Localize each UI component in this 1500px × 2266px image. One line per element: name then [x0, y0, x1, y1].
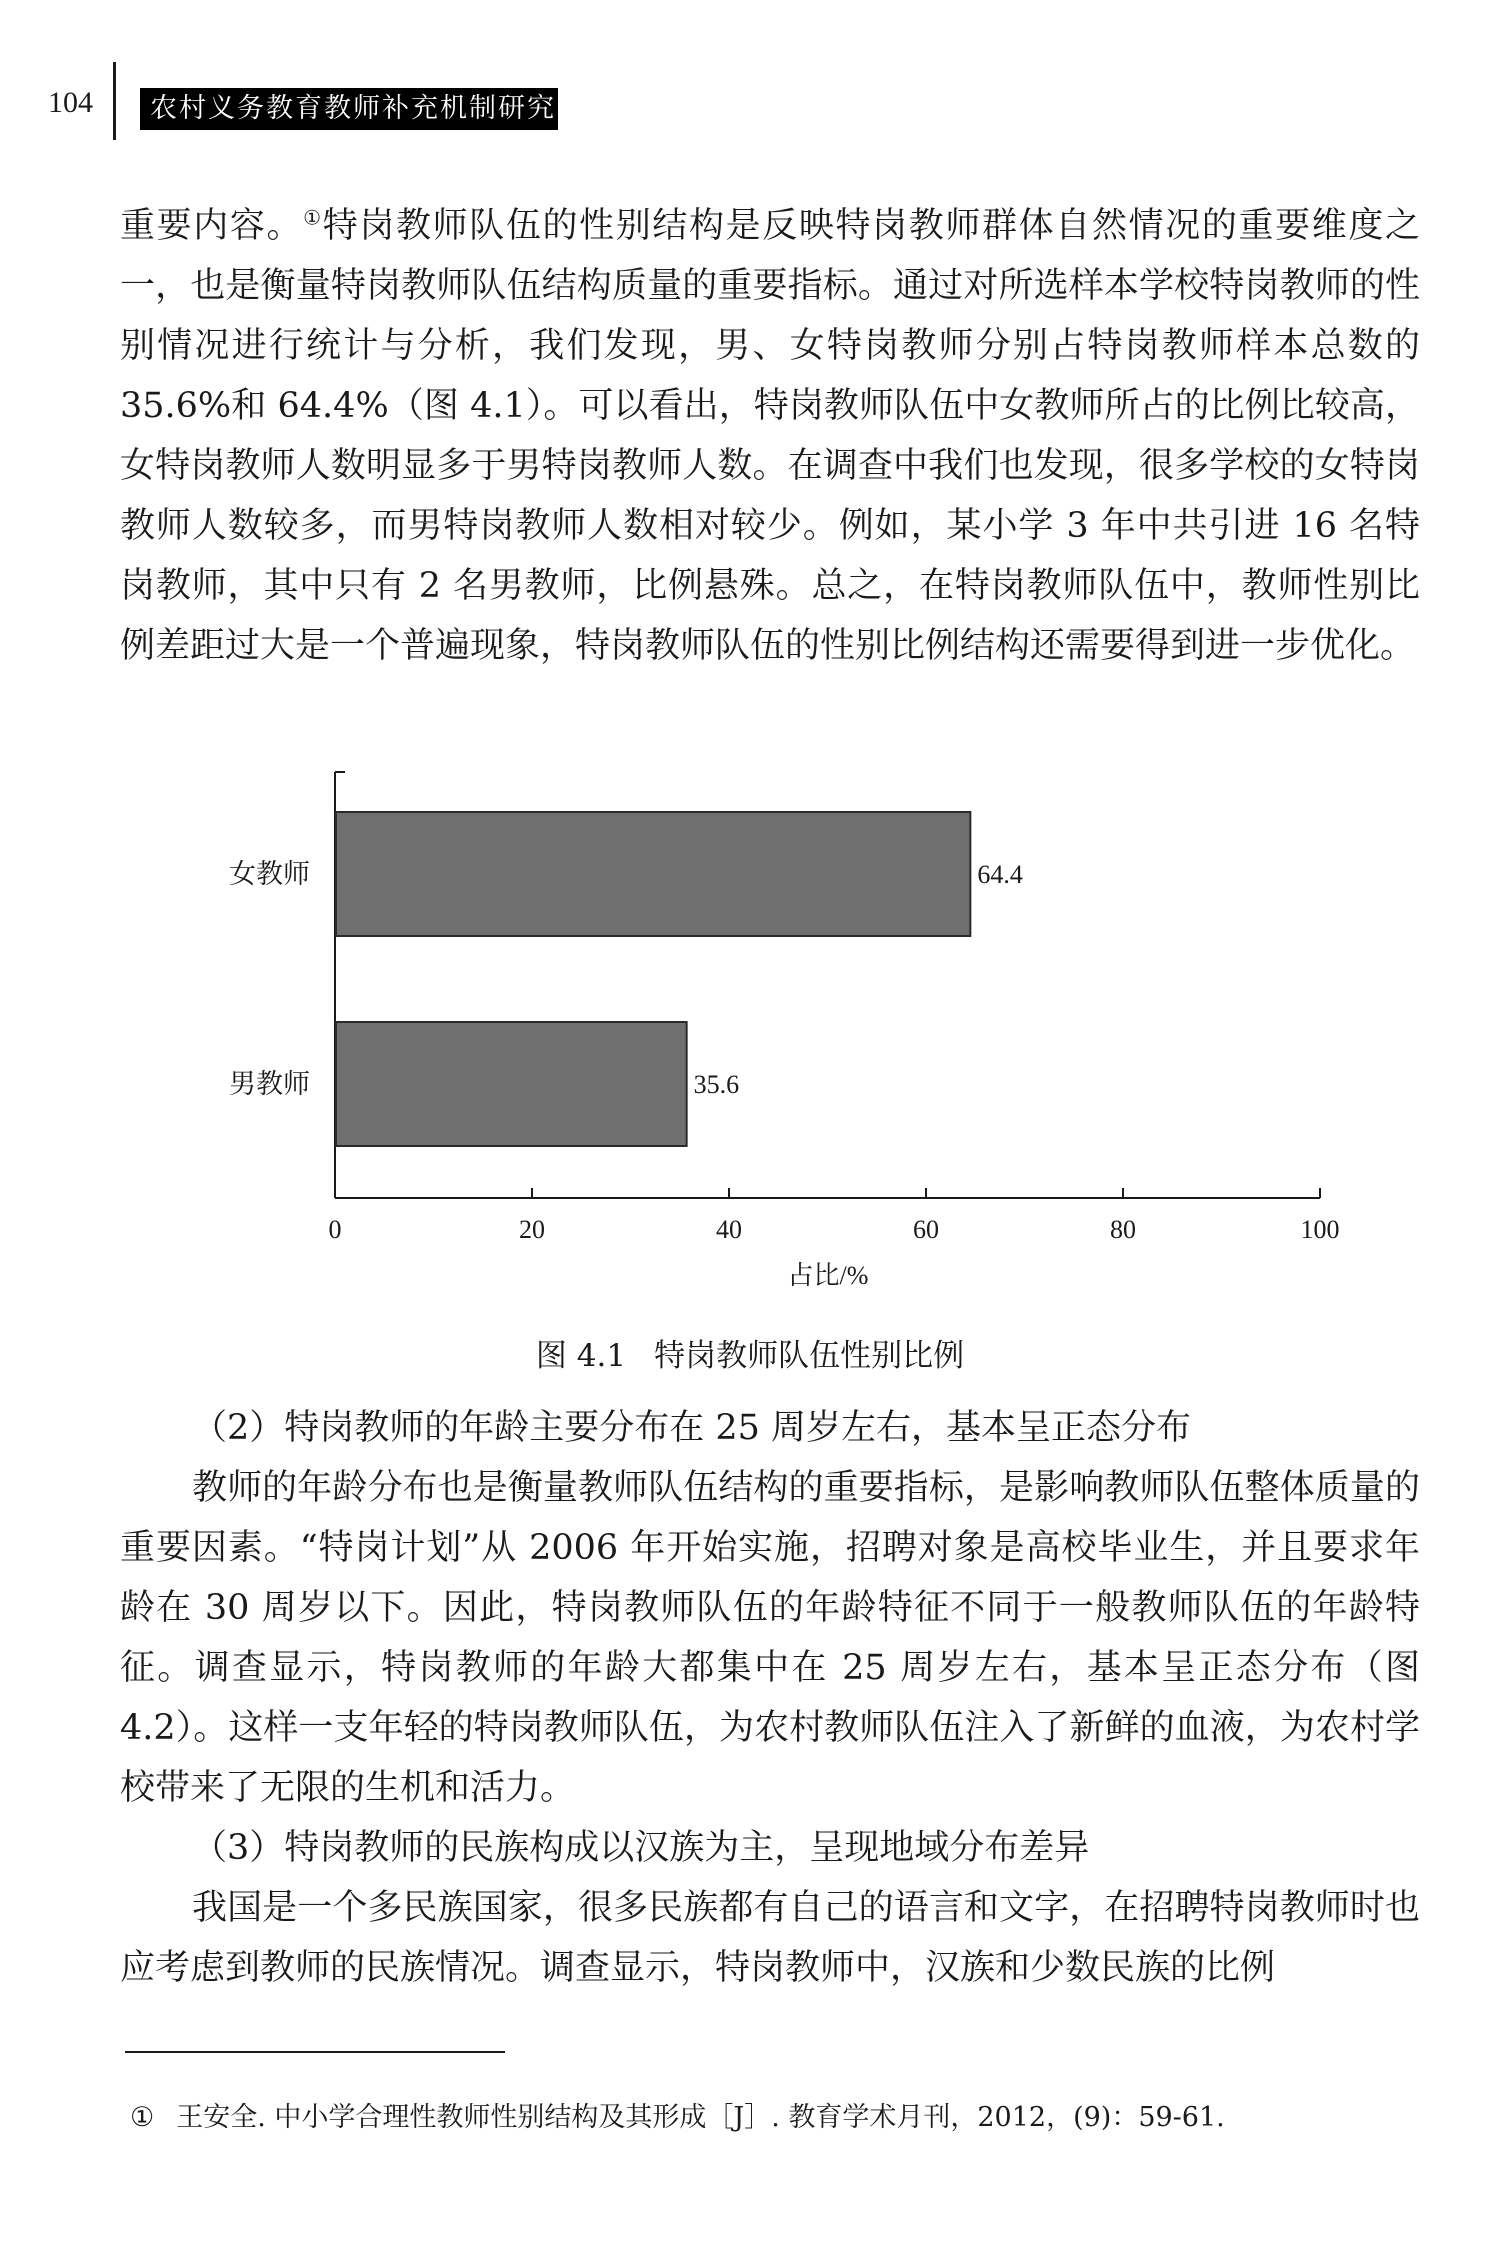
section2-heading: （2）特岗教师的年龄主要分布在 25 周岁左右，基本呈正态分布	[192, 1408, 1192, 1448]
category-label: 男教师	[229, 1069, 310, 1099]
bar-female	[336, 812, 970, 936]
category-labels	[229, 859, 310, 1099]
bar-male	[336, 1022, 687, 1146]
section-age-and-ethnicity	[120, 1398, 1420, 1998]
header-divider	[113, 62, 116, 140]
page-number: 104	[48, 86, 93, 119]
paragraph-gender	[120, 196, 1420, 676]
section3-heading: （3）特岗教师的民族构成以汉族为主，呈现地域分布差异	[192, 1828, 1090, 1868]
figure-caption	[0, 1330, 1500, 1375]
figure-title: 特岗教师队伍性别比例	[654, 1338, 965, 1374]
x-tick-label: 20	[519, 1215, 545, 1244]
book-title: 农村义务教育教师补充机制研究	[140, 88, 558, 130]
footnote-reference[interactable]: ①	[303, 205, 323, 230]
category-label: 女教师	[229, 859, 310, 889]
paragraph-text: 特岗教师队伍的性别结构是反映特岗教师群体自然情况的重要维度之一，也是衡量特岗教师队伍结构质量的重要指标。通过对所选样本学校特岗教师的性别情况进行统计与分析，我们发现，男、女特岗教师分别占特岗教师样本总数的 35.6%和 64.4%（图 4.1）。可以看出，特岗教师队伍中女教师所占的比例比较高，女特岗教师人数明显多于男特岗教师人数。在调查中我们也发现，很多学校的女特岗教师人数较多，而男特岗教师人数相对较少。例如，某小学 3 年中共引进 16 名特岗教师，其中只有 2 名男教师，比例悬殊。总之，在特岗教师队伍中，教师性别比例差距过大是一个普遍现象，特岗教师队伍的性别比例结构还需要得到进一步优化。	[120, 206, 1420, 666]
bar-series	[336, 812, 1023, 1146]
x-tick-label: 60	[913, 1215, 939, 1244]
x-tick-label: 40	[716, 1215, 742, 1244]
footnote-text: 王安全. 中小学合理性教师性别结构及其形成［J］. 教育学术月刊，2012，(9)：59-61.	[176, 2102, 1225, 2133]
paragraph-lead: 重要内容。	[120, 206, 304, 246]
x-tick-label: 100	[1300, 1215, 1340, 1244]
x-axis-label: 占比/%	[787, 1261, 869, 1290]
page-header	[0, 0, 1500, 160]
footnote-divider	[125, 2051, 505, 2053]
footnote	[130, 2095, 1410, 2134]
x-tick-label: 0	[328, 1215, 342, 1244]
bar-value-label: 35.6	[693, 1070, 740, 1099]
footnote-number: ①	[130, 2102, 155, 2133]
x-tick-label: 80	[1110, 1215, 1136, 1244]
x-axis-ticks	[329, 1188, 1340, 1244]
figure-number: 图 4.1	[535, 1338, 627, 1374]
bar-value-label: 64.4	[977, 860, 1023, 889]
section3-text: 我国是一个多民族国家，很多民族都有自己的语言和文字，在招聘特岗教师时也应考虑到教师的民族情况。调查显示，特岗教师中，汉族和少数民族的比例	[120, 1888, 1420, 1988]
gender-bar-chart	[180, 760, 1380, 1300]
section2-text: 教师的年龄分布也是衡量教师队伍结构的重要指标，是影响教师队伍整体质量的重要因素。“特岗计划”从 2006 年开始实施，招聘对象是高校毕业生，并且要求年龄在 30 周岁以下。因此，特岗教师队伍的年龄特征不同于一般教师队伍的年龄特征。调查显示，特岗教师的年龄大都集中在 25 周岁左右，基本呈正态分布（图 4.2）。这样一支年轻的特岗教师队伍，为农村教师队伍注入了新鲜的血液，为农村学校带来了无限的生机和活力。	[120, 1468, 1420, 1808]
